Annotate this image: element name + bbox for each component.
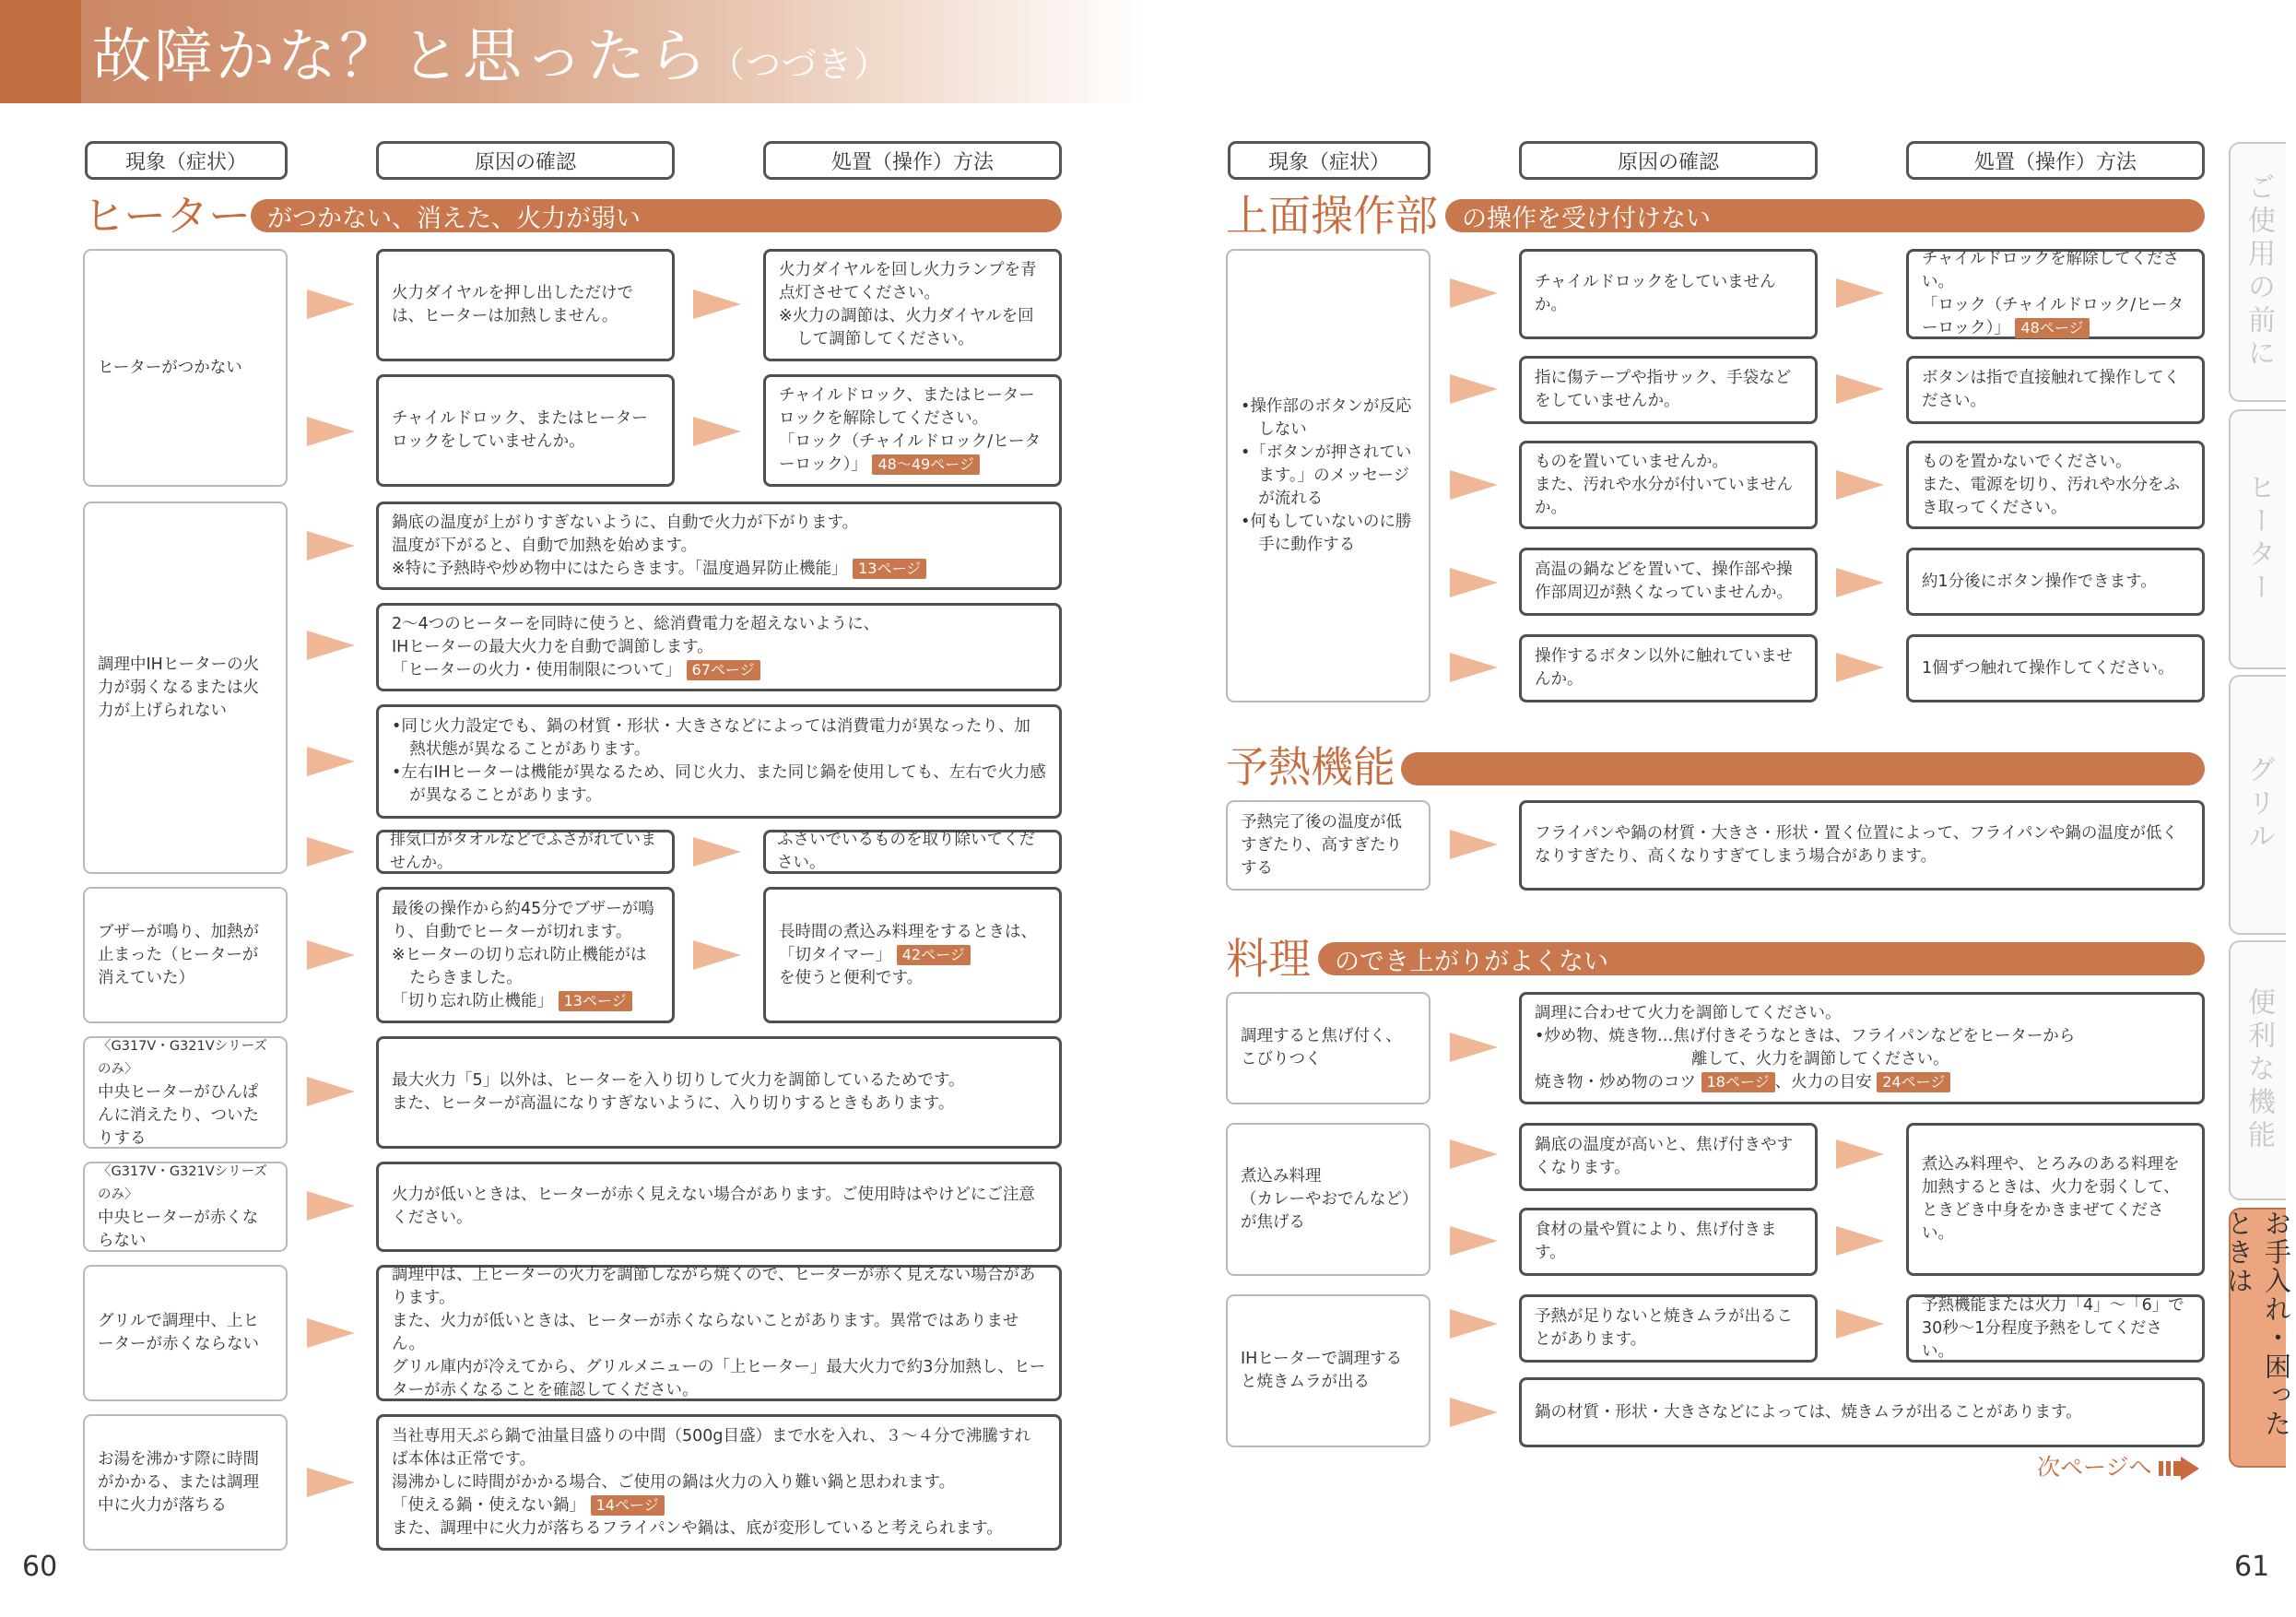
arrow-icon (1836, 1309, 1884, 1339)
arrow-icon (1450, 1033, 1498, 1062)
arrow-icon (1836, 470, 1884, 500)
remedy-bare-finger: ボタンは指で直接触れて操作してください。 (1906, 356, 2205, 424)
cause-hot-pan-bottom: 鍋底の温度が高いと、焦げ付きやすくなります。 (1519, 1123, 1818, 1191)
symptom-uneven-cooking: IHヒーターで調理すると焼きムラが出る (1226, 1294, 1431, 1447)
title-tab (0, 0, 81, 103)
cause-adjust-heat: 調理に合わせて火力を調節してください。 •炒め物、焼き物…焦げ付きそうなときは、フライパンなどをヒーターから 離して、火力を調節してください。 焼き物・炒め物のコツ 18ページ 、火力の目安 24ページ (1519, 992, 2205, 1104)
arrow-icon (307, 1077, 355, 1106)
arrow-icon (1450, 1309, 1498, 1339)
symptom-burning: 調理すると焦げ付く、こびりつく (1226, 992, 1431, 1104)
section-title-preheat: 予熱機能 (1226, 742, 1395, 792)
cause-child-lock: チャイルドロック、またはヒーターロックをしていませんか。 (376, 374, 675, 487)
arrow-icon (307, 1468, 355, 1497)
page-ref-42[interactable]: 42ページ (897, 945, 971, 965)
remedy-release-lock: チャイルドロック、またはヒーターロックを解除してください。 「ロック（チャイルドロック/ヒーターロック）」 48〜49ページ (763, 374, 1062, 487)
arrow-icon (1450, 374, 1498, 404)
remedy-remove-blockage: ふさいでいるものを取り除いてください。 (763, 830, 1062, 874)
symptom-grill-upper-heater: グリルで調理中、上ヒーターが赤くならない (83, 1265, 288, 1401)
page-ref-48-49[interactable]: 48〜49ページ (872, 454, 979, 475)
arrow-icon (307, 1191, 355, 1221)
remedy-lower-heat-stir: 煮込み料理や、とろみのある料理を加熱するときは、火力を弱くして、ときどき中身をかきまぜてください。 (1906, 1123, 2205, 1276)
arrow-icon (693, 417, 741, 446)
section-band-preheat (1401, 752, 2205, 785)
cause-pan-material: •同じ火力設定でも、鍋の材質・形状・大きさなどによっては消費電力が異なったり、加熱状態が異なることがあります。 •左右IHヒーターは機能が異なるため、同じ火力、また同じ鍋を使用しても、左右で火力感が異なることがあります。 (376, 704, 1062, 819)
cause-objects-dirt: ものを置いていませんか。 また、汚れや水分が付いていませんか。 (1519, 441, 1818, 529)
arrow-icon (1450, 470, 1498, 500)
symptom-center-heater-flicker: 〈G317V・G321Vシリーズのみ〉 中央ヒーターがひんぱんに消えたり、ついたりする (83, 1036, 288, 1149)
arrow-icon (1836, 278, 1884, 308)
column-header-remedy: 処置（操作）方法 (763, 141, 1062, 180)
arrow-icon (1450, 1398, 1498, 1427)
column-header-symptom: 現象（症状） (1228, 141, 1431, 180)
remedy-clean-panel: ものを置かないでください。 また、電源を切り、汚れや水分をふき取ってください。 (1906, 441, 2205, 529)
arrow-icon (307, 940, 355, 970)
cause-on-off-control: 最大火力「5」以外は、ヒーターを入り切りして火力を調節しているためです。 また、ヒーターが高温になりすぎないように、入り切りするときもあります。 (376, 1036, 1062, 1149)
symptom-preheat-temp: 予熱完了後の温度が低すぎたり、高すぎたりする (1226, 800, 1431, 891)
cause-panel-child-lock: チャイルドロックをしていませんか。 (1519, 249, 1818, 339)
remedy-turn-dial: 火力ダイヤルを回し火力ランプを青点灯させてください。 ※火力の調節は、火力ダイヤルを回して調節してください。 (763, 249, 1062, 361)
side-tab-heater[interactable]: ヒーター (2229, 409, 2286, 669)
column-header-remedy: 処置（操作）方法 (1906, 141, 2205, 180)
arrow-icon (693, 940, 741, 970)
page-ref-18[interactable]: 18ページ (1701, 1072, 1775, 1092)
arrow-icon (307, 837, 355, 867)
arrow-icon (1836, 653, 1884, 682)
column-header-cause: 原因の確認 (1519, 141, 1818, 180)
page-number-right: 61 (2234, 1551, 2270, 1583)
arrow-icon (1450, 278, 1498, 308)
cause-gloves: 指に傷テープや指サック、手袋などをしていませんか。 (1519, 356, 1818, 424)
arrow-icon (1450, 1139, 1498, 1169)
cause-insufficient-preheat: 予熱が足りないと焼きムラが出ることがあります。 (1519, 1294, 1818, 1363)
column-header-symptom: 現象（症状） (85, 141, 288, 180)
side-tab-convenient[interactable]: 便利な機能 (2229, 940, 2286, 1200)
cause-overheat-protection: 鍋底の温度が上がりすぎないように、自動で火力が下がります。 温度が下がると、自動で加熱を始めます。 ※特に予熱時や炒め物中にはたらきます。「温度過昇防止機能」 13ページ (376, 502, 1062, 590)
arrow-icon (1450, 830, 1498, 859)
symptom-center-heater-not-red: 〈G317V・G321Vシリーズのみ〉 中央ヒーターが赤くならない (83, 1162, 288, 1252)
page-number-left: 60 (22, 1551, 58, 1583)
section-band-heater: がつかない、消えた、火力が弱い (251, 199, 1062, 232)
cause-exhaust-blocked: 排気口がタオルなどでふさがれていませんか。 (376, 830, 675, 874)
arrow-icon (1836, 374, 1884, 404)
page-ref-13[interactable]: 13ページ (559, 991, 632, 1011)
section-title-cooking: 料理 (1226, 934, 1311, 984)
cause-touch-other: 操作するボタン以外に触れていませんか。 (1519, 634, 1818, 702)
column-header-cause: 原因の確認 (376, 141, 675, 180)
cause-hot-panel: 高温の鍋などを置いて、操作部や操作部周辺が熱くなっていませんか。 (1519, 548, 1818, 616)
symptom-heater-no-start: ヒーターがつかない (83, 249, 288, 487)
cause-pan-uneven: 鍋の材質・形状・大きさなどによっては、焼きムラが出ることがあります。 (1519, 1377, 2205, 1447)
section-title-heater: ヒーター (83, 191, 252, 241)
cause-auto-off: 最後の操作から約45分でブザーが鳴り、自動でヒーターが切れます。 ※ヒーターの切り忘れ防止機能がはたらきました。 「切り忘れ防止機能」 13ページ (376, 887, 675, 1023)
arrow-icon (1836, 568, 1884, 597)
next-page-link[interactable]: 次ページへ (2037, 1449, 2201, 1482)
arrow-icon (307, 289, 355, 319)
symptom-stew-burning: 煮込み料理 （カレーやおでんなど） が焦げる (1226, 1123, 1431, 1276)
arrow-icon (693, 837, 741, 867)
arrow-icon (307, 417, 355, 446)
section-band-panel: の操作を受け付けない (1445, 199, 2205, 232)
remedy-wait-one-minute: 約1分後にボタン操作できます。 (1906, 548, 2205, 616)
arrow-icon (1450, 1226, 1498, 1256)
cause-power-limit: 2〜4つのヒーターを同時に使うと、総消費電力を超えないように、 IHヒーターの最大火力を自動で調節します。 「ヒーターの火力・使用制限について」 67ページ (376, 603, 1062, 691)
symptom-buzzer-stopped: ブザーが鳴り、加熱が止まった（ヒーターが消えていた） (83, 887, 288, 1023)
remedy-off-timer: 長時間の煮込み料理をするときは、 「切タイマー」 42ページ を使うと便利です。 (763, 887, 1062, 1023)
arrow-icon (307, 1318, 355, 1348)
cause-low-heat-not-red: 火力が低いときは、ヒーターが赤く見えない場合があります。ご使用時はやけどにご注意ください。 (376, 1162, 1062, 1252)
page-ref-14[interactable]: 14ページ (591, 1495, 665, 1516)
remedy-preheat: 予熱機能または火力「4」〜「6」で30秒〜1分程度予熱をしてください。 (1906, 1294, 2205, 1363)
arrow-icon (1836, 1226, 1884, 1256)
arrow-icon (307, 631, 355, 660)
page-title-sub: （つづき） (710, 44, 890, 85)
arrow-icon (1836, 1139, 1884, 1169)
next-arrow-icon (2159, 1457, 2201, 1481)
arrow-icon (307, 531, 355, 561)
symptom-panel-unresponsive: •操作部のボタンが反応しない •「ボタンが押されています。」のメッセージが流れる •何もしていないのに勝手に動作する (1226, 249, 1431, 702)
side-tab-care-trouble[interactable]: お手入れ・困ったときは (2229, 1208, 2286, 1468)
page-ref-67[interactable]: 67ページ (687, 660, 760, 680)
remedy-one-at-a-time: 1個ずつ触れて操作してください。 (1906, 634, 2205, 702)
page-ref-24[interactable]: 24ページ (1877, 1072, 1950, 1092)
remedy-panel-release-lock: チャイルドロックを解除してください。 「ロック（チャイルドロック/ヒーターロック）」 48ページ (1906, 249, 2205, 339)
symptom-weak-heat: 調理中IHヒーターの火力が弱くなるまたは火力が上げられない (83, 502, 288, 874)
cause-pan-efficiency: 当社専用天ぷら鍋で油量目盛りの中間（500g目盛）まで水を入れ、３〜４分で沸騰すれば本体は正常です。 湯沸かしに時間がかかる場合、ご使用の鍋は火力の入り難い鍋と思われます。 「使える鍋・使えない鍋」 14ページ また、調理中に火力が落ちるフライパンや鍋は、底が変形していると考えられます。 (376, 1414, 1062, 1551)
symptom-slow-boil: お湯を沸かす際に時間がかかる、または調理中に火力が落ちる (83, 1414, 288, 1551)
arrow-icon (1450, 568, 1498, 597)
side-tab-before-use[interactable]: ご使用の前に (2229, 142, 2286, 402)
section-band-cooking: のでき上がりがよくない (1318, 942, 2205, 975)
cause-preheat-pan: フライパンや鍋の材質・大きさ・形状・置く位置によって、フライパンや鍋の温度が低くなりすぎたり、高くなりすぎてしまう場合があります。 (1519, 800, 2205, 891)
page-ref-48[interactable]: 48ページ (2015, 318, 2089, 338)
arrow-icon (1450, 653, 1498, 682)
cause-grill-heat-control: 調理中は、上ヒーターの火力を調節しながら焼くので、ヒーターが赤く見えない場合があります。 また、火力が低いときは、ヒーターが赤くならないことがあります。異常ではありません。 グリル庫内が冷えてから、グリルメニューの「上ヒーター」最大火力で約3分加熱し、ヒーターが赤くなることを確認してください。 (376, 1265, 1062, 1401)
page-title: 故障かな？と思ったら（つづき） (92, 23, 890, 91)
arrow-icon (307, 747, 355, 776)
cause-food-amount: 食材の量や質により、焦げ付きます。 (1519, 1208, 1818, 1276)
section-title-panel: 上面操作部 (1226, 191, 1438, 241)
page-ref-13[interactable]: 13ページ (853, 559, 926, 579)
cause-dial-pushed-only: 火力ダイヤルを押し出しただけでは、ヒーターは加熱しません。 (376, 249, 675, 361)
side-tab-grill[interactable]: グリル (2229, 675, 2286, 935)
arrow-icon (693, 289, 741, 319)
